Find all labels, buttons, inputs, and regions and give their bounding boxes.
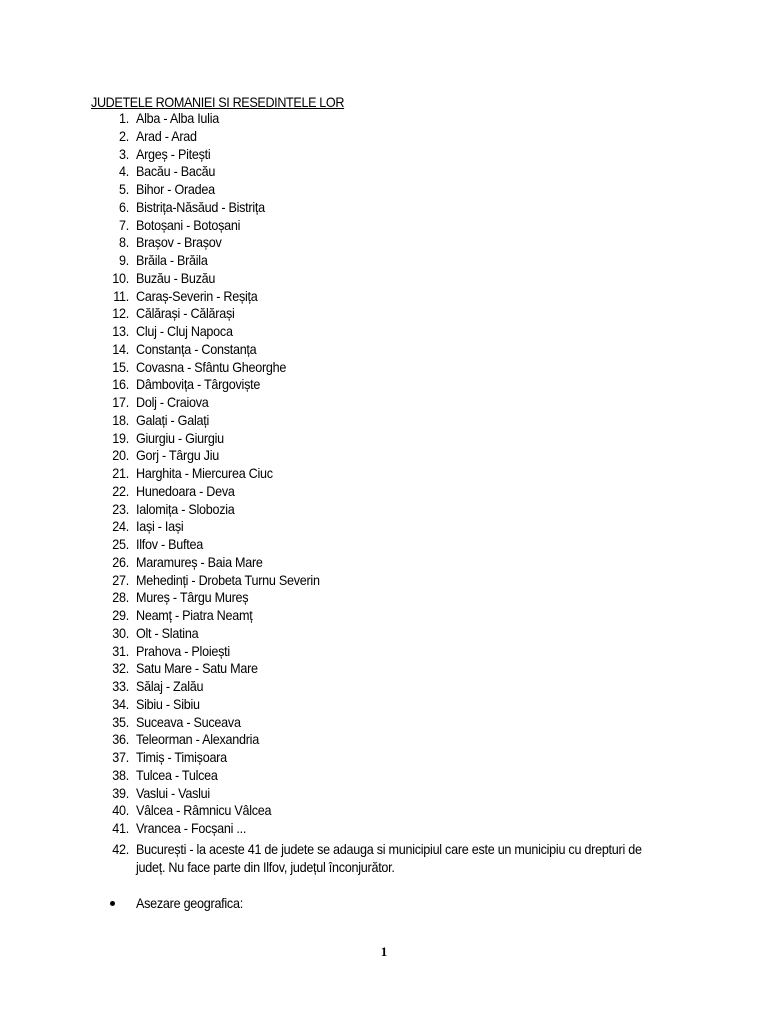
- list-item-number: 12.: [112, 305, 129, 322]
- list-item-text: București - la aceste 41 de judete se adauga si municipiul care este un municipiu cu drepturi de județ. Nu face parte din Ilfov, județul înconjurător.: [136, 841, 642, 875]
- list-item-text: Sălaj - Zalău: [136, 678, 204, 694]
- list-item-text: Neamț - Piatra Neamț: [136, 607, 253, 623]
- list-item-number: 38.: [112, 766, 129, 783]
- list-item-text: Ialomița - Slobozia: [136, 500, 235, 517]
- list-item-number: 3.: [119, 145, 129, 162]
- list-item-text: Maramureș - Baia Mare: [136, 553, 263, 570]
- list-item-number: 22.: [112, 482, 129, 499]
- list-item-text: Cluj - Cluj Napoca: [136, 323, 233, 339]
- list-item-text: Iași - Iași: [136, 518, 184, 535]
- list-item-number: 26.: [112, 553, 129, 570]
- list-item-text: Prahova - Ploiești: [136, 642, 230, 659]
- list-item-text: Teleorman - Alexandria: [136, 731, 259, 748]
- list-item-number: 37.: [112, 749, 129, 765]
- list-item-number: 4.: [119, 163, 129, 180]
- list-item-number: 7.: [119, 216, 129, 233]
- list-item-text: Olt - Slatina: [136, 624, 199, 641]
- list-item-text: Buzău - Buzău: [136, 269, 216, 286]
- list-item-text: Vâlcea - Râmnicu Vâlcea: [136, 802, 272, 819]
- list-item-number: 13.: [112, 323, 129, 339]
- list-item-number: 16.: [112, 376, 129, 393]
- list-item-text: Galați - Galați: [136, 411, 209, 428]
- list-item-text: Bistrița-Năsăud - Bistrița: [136, 198, 265, 215]
- list-item-number: 28.: [112, 589, 129, 606]
- list-item-number: 11.: [113, 287, 129, 304]
- list-item-number: 10.: [112, 269, 129, 286]
- list-item-number: 29.: [112, 607, 129, 623]
- list-item-number: 33.: [112, 678, 129, 694]
- list-item-text: Dâmbovița - Târgoviște: [136, 376, 261, 393]
- list-item-text: Bihor - Oradea: [136, 181, 215, 197]
- list-item-text: Botoșani - Botoșani: [136, 216, 241, 233]
- list-item-number: 18.: [112, 411, 129, 428]
- list-item-text: Suceava - Suceava: [136, 713, 241, 730]
- list-item-text: Dolj - Craiova: [136, 394, 209, 410]
- list-item-text: Timiș - Timișoara: [136, 749, 227, 765]
- bullet-dot-icon: [110, 901, 115, 906]
- bullet-text: Asezare geografica:: [136, 895, 243, 911]
- list-item-text: Gorj - Târgu Jiu: [136, 447, 219, 464]
- list-item-number: 27.: [112, 571, 129, 588]
- list-item-number: 23.: [112, 500, 129, 517]
- list-item-text: Călărași - Călărași: [136, 305, 235, 322]
- list-item-number: 5.: [119, 181, 129, 197]
- list-item-text: Brașov - Brașov: [136, 234, 222, 251]
- list-item-number: 40.: [112, 802, 129, 819]
- list-item-number: 6.: [119, 198, 129, 215]
- list-item-text: Ilfov - Buftea: [136, 536, 203, 552]
- list-item-number: 19.: [112, 429, 129, 446]
- list-item-text: Mehedinți - Drobeta Turnu Severin: [136, 571, 320, 588]
- document-title: JUDETELE ROMANIEI SI RESEDINTELE LOR: [91, 94, 345, 110]
- list-item-number: 20.: [112, 447, 129, 464]
- list-item-text: Hunedoara - Deva: [136, 482, 235, 499]
- list-item-number: 25.: [112, 536, 129, 552]
- list-item-number: 8.: [119, 234, 129, 251]
- list-item-text: Mureș - Târgu Mureș: [136, 589, 249, 606]
- list-item-number: 1.: [119, 110, 129, 126]
- list-item-text: Tulcea - Tulcea: [136, 766, 218, 783]
- list-item-number: 30.: [112, 624, 129, 641]
- list-item-text: Vaslui - Vaslui: [136, 784, 210, 801]
- list-item-number: 42.: [112, 841, 129, 857]
- list-item-text: Arad - Arad: [136, 127, 197, 144]
- list-item-text: Giurgiu - Giurgiu: [136, 429, 224, 446]
- list-item-text: Covasna - Sfântu Gheorghe: [136, 358, 287, 375]
- list-item-text: Brăila - Brăila: [136, 252, 208, 268]
- list-item-text: Satu Mare - Satu Mare: [136, 660, 258, 677]
- list-item-number: 36.: [112, 731, 129, 748]
- list-item-text: Sibiu - Sibiu: [136, 695, 200, 712]
- list-item-number: 35.: [112, 713, 129, 730]
- list-item-number: 39.: [112, 784, 129, 801]
- page-number: 1: [380, 944, 388, 959]
- list-item-text: Argeș - Pitești: [136, 145, 211, 162]
- list-item-number: 17.: [112, 394, 129, 410]
- list-item-number: 2.: [119, 127, 129, 144]
- list-item-number: 9.: [119, 252, 129, 268]
- list-item-text: Harghita - Miercurea Ciuc: [136, 465, 273, 481]
- list-item-text: Alba - Alba Iulia: [136, 110, 219, 126]
- list-item-number: 15.: [112, 358, 129, 375]
- list-item-number: 24.: [112, 518, 129, 535]
- list-item-number: 31.: [112, 642, 129, 659]
- bullet-item: [0, 894, 768, 912]
- list-item-number: 14.: [112, 340, 129, 357]
- list-item-number: 34.: [112, 695, 129, 712]
- list-item-number: 21.: [112, 465, 129, 481]
- list-item-number: 41.: [112, 820, 129, 836]
- list-item-number: 32.: [112, 660, 129, 677]
- list-item-text: Vrancea - Focșani ...: [136, 820, 247, 836]
- list-item-text: Caraș-Severin - Reșița: [136, 287, 258, 304]
- list-item-text: Constanța - Constanța: [136, 340, 257, 357]
- list-item-text: Bacău - Bacău: [136, 163, 216, 180]
